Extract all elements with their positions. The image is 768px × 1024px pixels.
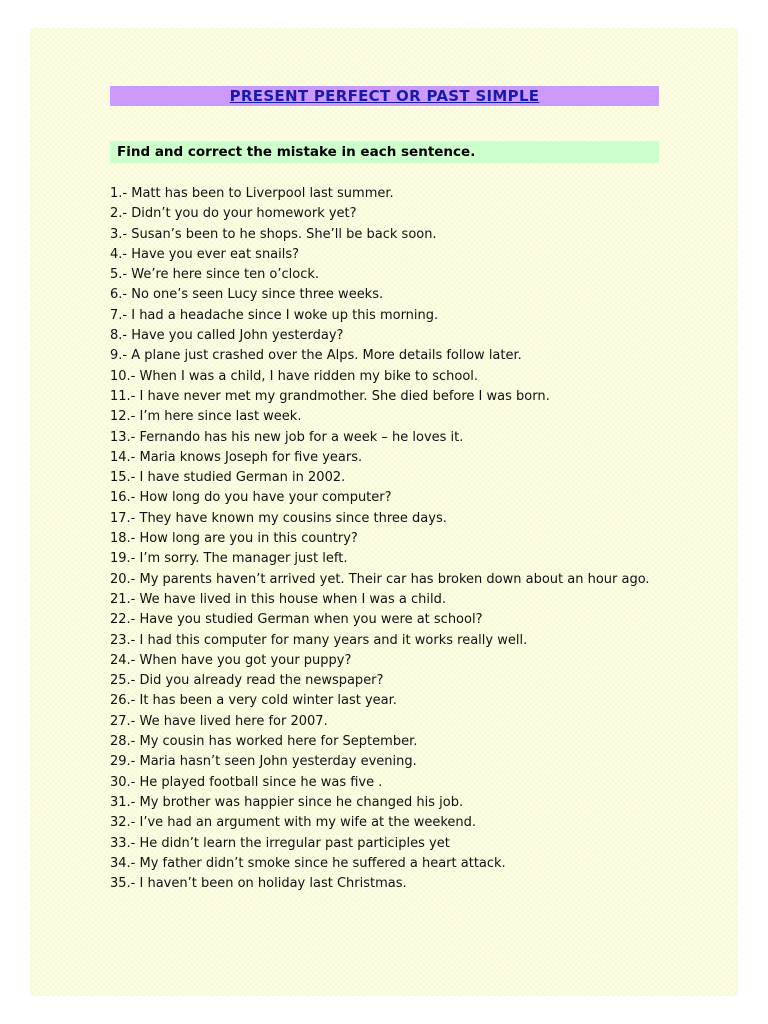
sentence-item: 10.- When I was a child, I have ridden my bike to school. — [110, 368, 479, 384]
sentence-list — [110, 184, 670, 894]
sentence-item: 24.- When have you got your puppy? — [110, 652, 352, 668]
sentence-item: 11.- I have never met my grandmother. She died before I was born. — [110, 388, 550, 404]
sentence-item: 22.- Have you studied German when you were at school? — [110, 612, 483, 628]
sentence-item: 32.- I’ve had an argument with my wife at the weekend. — [110, 815, 477, 831]
sentence-item: 15.- I have studied German in 2002. — [110, 470, 346, 486]
sentence-item: 3.- Susan’s been to he shops. She’ll be back soon. — [110, 226, 437, 242]
sentence-item: 35.- I haven’t been on holiday last Christmas. — [110, 876, 407, 892]
sentence-item: 25.- Did you already read the newspaper? — [110, 673, 384, 689]
sentence-item: 30.- He played football since he was five . — [110, 774, 383, 790]
sentence-item: 18.- How long are you in this country? — [110, 531, 358, 547]
instructions-text: Find and correct the mistake in each sentence. — [117, 144, 476, 160]
sentence-item: 5.- We’re here since ten o’clock. — [110, 267, 320, 283]
sentence-item: 27.- We have lived here for 2007. — [110, 713, 328, 729]
sentence-item: 13.- Fernando has his new job for a week – he loves it. — [110, 429, 464, 445]
title-band — [110, 86, 659, 106]
sentence-item: 23.- I had this computer for many years and it works really well. — [110, 632, 528, 648]
sentence-item: 26.- It has been a very cold winter last year. — [110, 693, 397, 709]
sentence-item: 19.- I’m sorry. The manager just left. — [110, 551, 348, 567]
sentence-item: 28.- My cousin has worked here for September. — [110, 734, 418, 750]
sentence-item: 4.- Have you ever eat snails? — [110, 246, 300, 262]
sentence-item: 16.- How long do you have your computer? — [110, 490, 392, 506]
page-title: PRESENT PERFECT OR PAST SIMPLE — [229, 87, 540, 105]
sentence-item: 8.- Have you called John yesterday? — [110, 328, 344, 344]
sentence-item: 6.- No one’s seen Lucy since three weeks. — [110, 287, 384, 303]
sentence-item: 2.- Didn’t you do your homework yet? — [110, 206, 357, 222]
sentence-item: 21.- We have lived in this house when I was a child. — [110, 591, 447, 607]
sentence-item: 1.- Matt has been to Liverpool last summer. — [110, 186, 394, 201]
sentence-item: 31.- My brother was happier since he changed his job. — [110, 794, 464, 810]
sentence-item: 34.- My father didn’t smoke since he suffered a heart attack. — [110, 855, 506, 871]
sentence-item: 14.- Maria knows Joseph for five years. — [110, 449, 363, 465]
sentence-item: 17.- They have known my cousins since three days. — [110, 510, 447, 526]
instructions-band — [110, 141, 659, 163]
sentence-item: 29.- Maria hasn’t seen John yesterday evening. — [110, 754, 417, 770]
sentence-item: 9.- A plane just crashed over the Alps. More details follow later. — [110, 348, 522, 364]
worksheet-page — [30, 28, 738, 996]
sentence-item: 12.- I’m here since last week. — [110, 409, 302, 425]
sentence-item: 7.- I had a headache since I woke up this morning. — [110, 307, 439, 323]
sentence-item: 33.- He didn’t learn the irregular past participles yet — [110, 835, 450, 851]
sentence-item: 20.- My parents haven’t arrived yet. Their car has broken down about an hour ago. — [110, 571, 650, 587]
